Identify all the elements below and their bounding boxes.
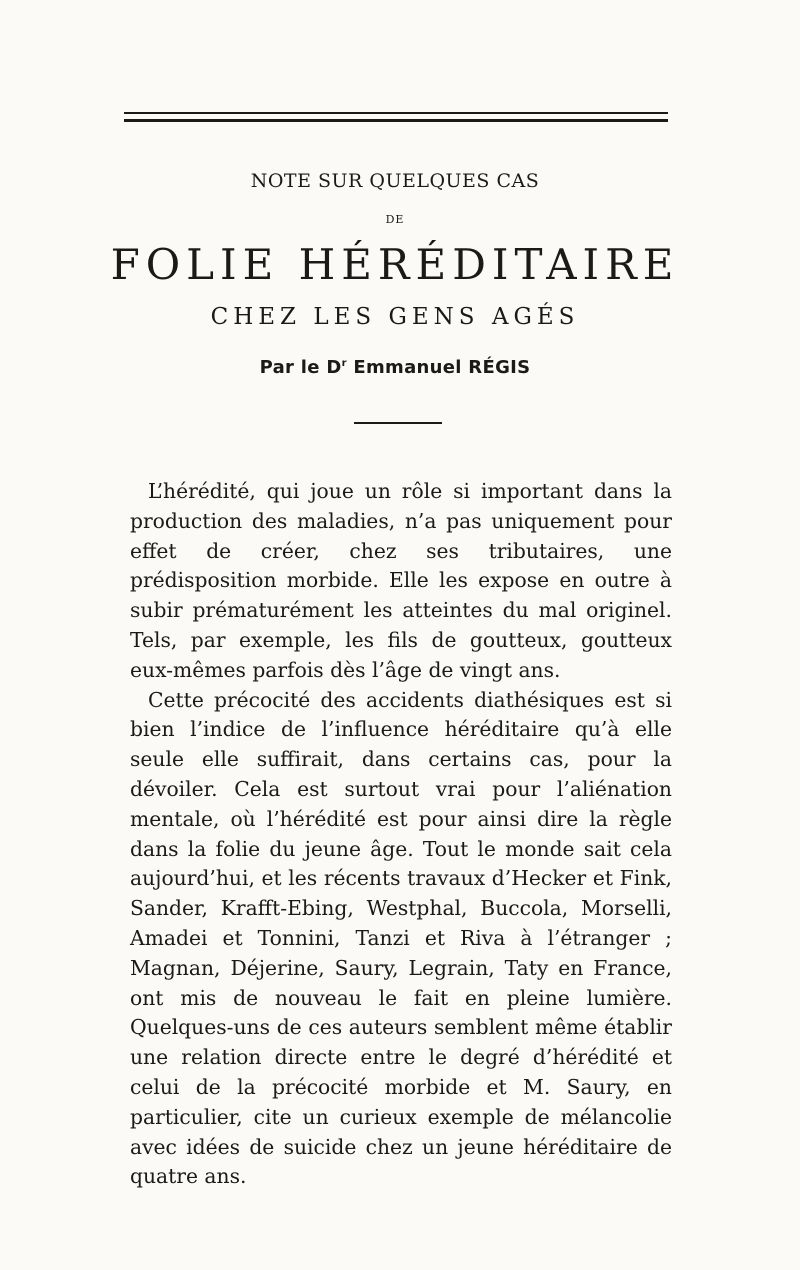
section-divider bbox=[354, 422, 442, 424]
author-line bbox=[0, 357, 790, 378]
main-title: FOLIE HÉRÉDITAIRE bbox=[110, 240, 680, 289]
paragraph: L’hérédité, qui joue un rôle si important dans la production des maladies, n’a pas uniquement pour effet de créer, chez ses tributaires, une prédisposition morbide. Elle les expose en outre à subir prématurément les atteintes du mal originel. Tels, par exemple, les fils de goutteux, goutteux eux-mêmes parfois dès l’âge de vingt ans. bbox=[130, 479, 672, 682]
rule-line-thin bbox=[124, 112, 668, 114]
paragraph: Cette précocité des accidents diathésiques est si bien l’indice de l’influence héréditaire qu’à elle seule elle suffirait, dans certains cas, pour la dévoiler. Cela est surtout vrai pour l’aliénation mentale, où l’hérédité est pour ainsi dire la règle dans la folie du jeune âge. Tout le monde sait cela aujourd’hui, et les récents travaux d’Hecker et Fink, Sander, Krafft-Ebing, Westphal, Buccola, Morselli, Amadei et Tonnini, Tanzi et Riva à l’étranger ; Magnan, Déjerine, Saury, Legrain, Taty en France, ont mis de nouveau le fait en pleine lumière. Quelques-uns de ces auteurs semblent même établir une relation directe entre le degré d’hérédité et celui de la précocité morbide et M. Saury, en particulier, cite un curieux exemple de mélancolie avec idées de suicide chez un jeune héréditaire de quatre ans. bbox=[130, 687, 672, 1189]
author-title-superscript: r bbox=[341, 358, 347, 369]
subtitle: CHEZ LES GENS AGÉS bbox=[210, 304, 580, 330]
note-title: NOTE SUR QUELQUES CAS bbox=[250, 170, 540, 192]
author-name: Emmanuel RÉGIS bbox=[346, 357, 531, 378]
top-double-rule bbox=[124, 112, 668, 124]
title-connector: DE bbox=[385, 213, 405, 226]
author-prefix: Par le D bbox=[259, 357, 342, 378]
body-text bbox=[130, 477, 672, 1192]
rule-line-thick bbox=[124, 119, 668, 122]
